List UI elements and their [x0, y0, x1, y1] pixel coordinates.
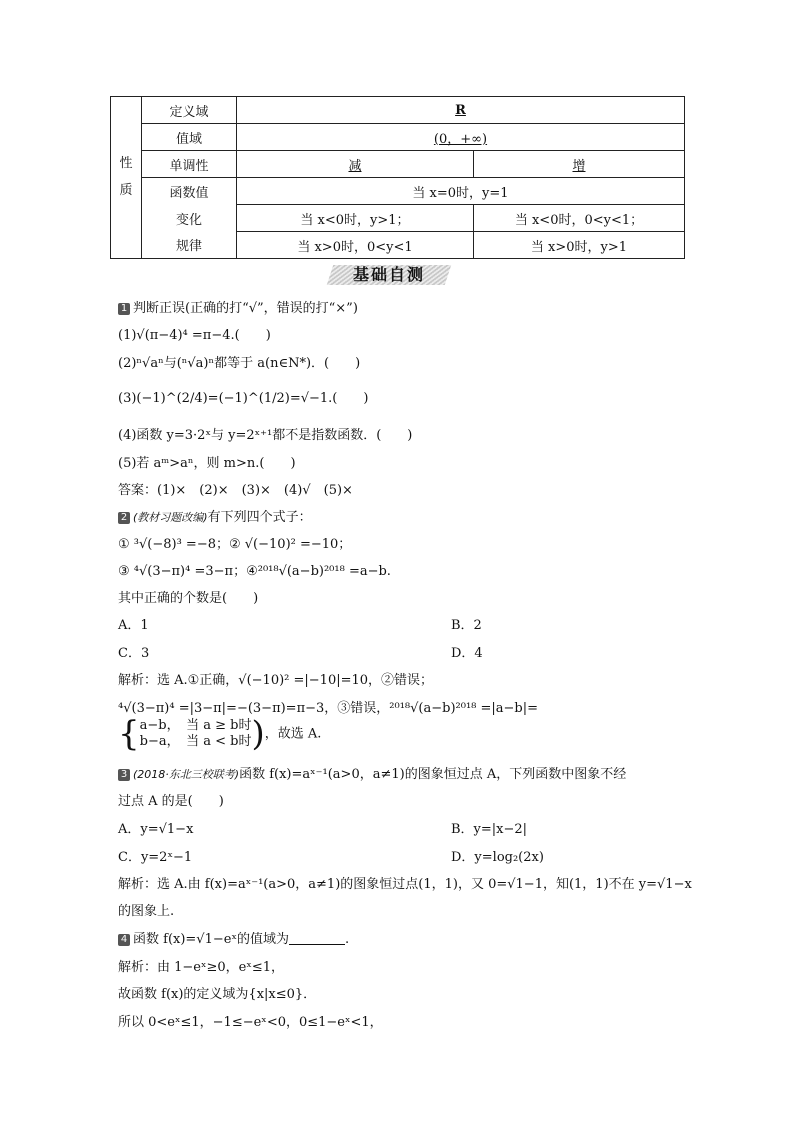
case-1: a−b， 当 a ≥ b时	[139, 718, 252, 733]
q4-solution-1: 解析：由 1−eˣ≥0，eˣ≤1，	[118, 960, 285, 975]
monotonic-right: 增	[474, 151, 685, 178]
side-label: 性	[111, 151, 142, 178]
q2-ask: 其中正确的个数是( )	[118, 591, 259, 606]
q1-answer: 答案：(1)× (2)× (3)× (4)√ (5)×	[118, 483, 353, 498]
case-brace-close: )	[251, 714, 265, 754]
q2-option-a: A．1	[118, 618, 149, 633]
side-label: 质	[111, 178, 142, 205]
q4-solution-3: 所以 0<eˣ≤1，−1≤−eˣ<0，0≤1−eˣ<1，	[118, 1015, 383, 1030]
side-cell	[111, 124, 142, 151]
q3-stem-2: 过点 A 的是( )	[118, 794, 224, 809]
case-tail: ，故选 A.	[264, 726, 322, 742]
row-label: 定义域	[142, 97, 237, 124]
q2-expr-line-1: ① ³√(−8)³ =−8；② √(−10)² =−10；	[118, 537, 352, 552]
question-number-badge: 1	[118, 303, 130, 315]
case-brace: {	[118, 714, 140, 754]
section-title: 基础自测	[352, 265, 425, 284]
side-cell	[111, 232, 142, 259]
q3-option-b: B．y=|x−2|	[451, 822, 528, 837]
q3-solution-2: 的图象上.	[118, 904, 175, 919]
monotonic-left: 减	[237, 151, 474, 178]
case-2: b−a， 当 a < b时	[139, 734, 252, 749]
domain-value: R	[237, 97, 685, 124]
q3-source: (2018·东北三校联考)	[133, 768, 240, 781]
q1-item-3: (3)(−1)^(2/4)=(−1)^(1/2)=√−1.( )	[118, 391, 369, 406]
side-cell	[111, 97, 142, 124]
question-number-badge: 4	[118, 934, 130, 946]
q4-stem-line	[118, 928, 349, 947]
q2-solution-1: 解析：选 A.①正确，√(−10)² =|−10|=10，②错误；	[118, 673, 434, 688]
q3-stem-1: 函数 f(x)=aˣ⁻¹(a>0，a≠1)的图象恒过点 A，下列函数中图象不经	[239, 767, 627, 782]
row-label: 单调性	[142, 151, 237, 178]
q2-stem-line	[118, 506, 312, 525]
q1-item-2: (2)ⁿ√aⁿ与(ⁿ√a)ⁿ都等于 a(n∈N*)．( )	[118, 356, 361, 371]
side-cell	[111, 205, 142, 232]
value-at-zero: 当 x=0时，y=1	[237, 178, 685, 205]
row-label: 函数值	[142, 178, 237, 205]
q2-solution-3	[118, 714, 322, 754]
q2-expr-line-2: ③ ⁴√(3−π)⁴ =3−π；④²⁰¹⁸√(a−b)²⁰¹⁸ =a−b.	[118, 564, 391, 579]
q2-stem: 有下列四个式子：	[207, 510, 312, 525]
q2-option-c: C．3	[118, 646, 150, 661]
q3-option-c: C．y=2ˣ−1	[118, 850, 193, 865]
row-label: 规律	[142, 232, 237, 259]
case-block	[140, 718, 252, 750]
q2-option-b: B．2	[451, 618, 482, 633]
row-label: 值域	[142, 124, 237, 151]
q2-option-d: D．4	[451, 646, 483, 661]
row-label: 变化	[142, 205, 237, 232]
question-number-badge: 3	[118, 769, 130, 781]
rule-left-neg: 当 x<0时，y>1；	[237, 205, 474, 232]
q4-stem: 函数 f(x)=√1−eˣ的值域为	[133, 932, 289, 947]
answer-blank	[289, 932, 345, 945]
q1-stem: 判断正误(正确的打“√”，错误的打“×”)	[133, 301, 358, 316]
q1-item-1: (1)√(π−4)⁴ =π−4.( )	[118, 328, 271, 343]
range-value: (0，+∞)	[237, 124, 685, 151]
rule-left-pos: 当 x>0时，0<y<1	[237, 232, 474, 259]
rule-right-pos: 当 x>0时，y>1	[474, 232, 685, 259]
properties-table	[110, 96, 685, 259]
q4-solution-2: 故函数 f(x)的定义域为{x|x≤0}．	[118, 987, 317, 1002]
question-number-badge: 2	[118, 512, 130, 524]
q3-option-a: A．y=√1−x	[118, 822, 194, 837]
q4-stem-tail: .	[344, 932, 350, 947]
q1-item-4: (4)函数 y=3·2ˣ与 y=2ˣ⁺¹都不是指数函数．( )	[118, 428, 413, 443]
rule-right-neg: 当 x<0时，0<y<1；	[474, 205, 685, 232]
q3-stem-line	[118, 763, 626, 782]
q1-item-5: (5)若 aᵐ>aⁿ，则 m>n.( )	[118, 456, 296, 471]
q2-source: (教材习题改编)	[133, 511, 208, 524]
q2-solution-2: ⁴√(3−π)⁴ =|3−π|=−(3−π)=π−3，③错误，²⁰¹⁸√(a−b)²⁰¹⁸ =|a−b|=	[118, 701, 539, 716]
q3-solution-1: 解析：选 A.由 f(x)=aˣ⁻¹(a>0，a≠1)的图象恒过点(1，1)，又 0=√1−1，知(1，1)不在 y=√1−x	[118, 877, 692, 892]
q1-stem-line	[118, 297, 358, 316]
q3-option-d: D．y=log₂(2x)	[451, 850, 544, 865]
section-banner	[330, 263, 448, 285]
